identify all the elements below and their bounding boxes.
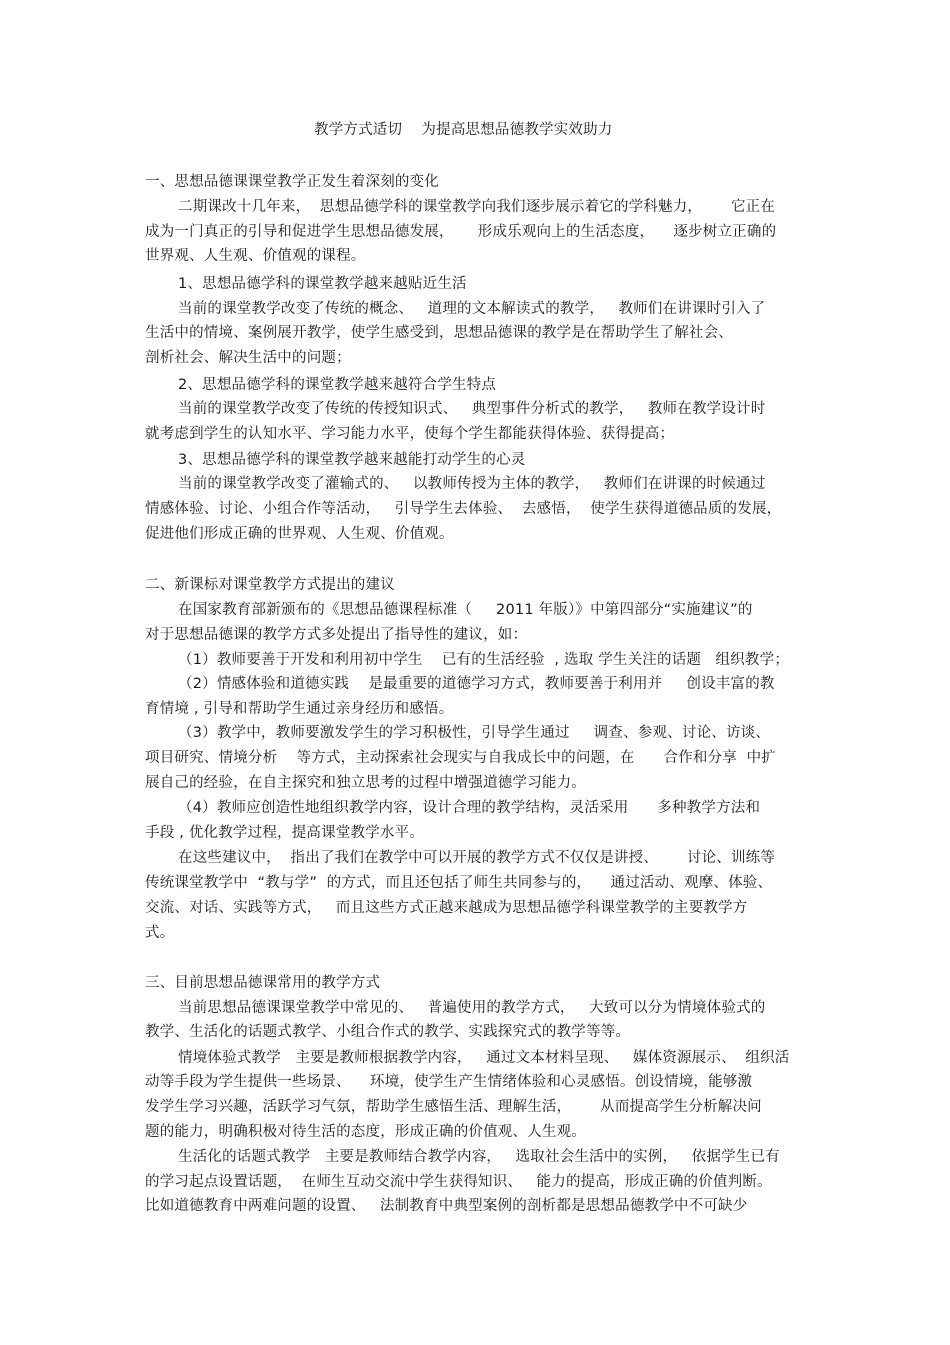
paragraph-line: 在这些建议中， 指出了我们在教学中可以开展的教学方式不仅仅是讲授、 讨论、训练等 (178, 850, 776, 866)
paragraph-line: 项目研究、情境分析 等方式，主动探索社会现实与自我成长中的问题，在 合作和分享 中扩 (145, 750, 777, 766)
paragraph-line: 促进他们形成正确的世界观、人生观、价值观。 (145, 526, 454, 542)
paragraph-line: 当前的课堂教学改变了传统的传授知识式、 典型事件分析式的教学， 教师在教学设计时 (178, 401, 766, 417)
paragraph-line: 题的能力，明确积极对待生活的态度，形成正确的价值观、人生观。 (145, 1124, 586, 1140)
paragraph-line: （3）教学中，教师要激发学生的学习积极性，引导学生通过 调查、参观、讨论、访谈、 (178, 725, 771, 741)
section-heading: 一、思想品德课课堂教学正发生着深刻的变化 (145, 174, 439, 190)
paragraph-line: （2）情感体验和道德实践 是最重要的道德学习方式，教师要善于利用并 创设丰富的教 (178, 676, 775, 692)
paragraph-line: 生活中的情境、案例展开教学，使学生感受到，思想品德课的教学是在帮助学生了解社会、 (145, 325, 733, 341)
paragraph-line: （1）教师要善于开发和利用初中学生 已有的生活经验 , 选取 学生关注的话题 组织教学； (178, 652, 790, 668)
paragraph-line: 比如道德教育中两难问题的设置、 法制教育中典型案例的剖析都是思想品德教学中不可缺少 (145, 1198, 748, 1214)
paragraph-line: 世界观、人生观、价值观的课程。 (145, 248, 366, 264)
paragraph-line: 的学习起点设置话题， 在师生互动交流中学生获得知识、 能力的提高，形成正确的价值判断。 (145, 1174, 772, 1190)
document-title: 教学方式适切 为提高思想品德教学实效助力 (314, 122, 613, 138)
paragraph-line: 成为一门真正的引导和促进学生思想品德发展， 形成乐观向上的生活态度， 逐步树立正确的 (145, 224, 777, 240)
paragraph-line: 手段 , 优化教学过程，提高课堂教学水平。 (145, 825, 425, 841)
paragraph-line: 教学、生活化的话题式教学、小组合作式的教学、实践探究式的教学等等。 (145, 1024, 631, 1040)
paragraph-line: 剖析社会、解决生活中的问题； (145, 350, 351, 366)
paragraph-line: 在国家教育部新颁布的《思想品德课程标准（ 2011 年版）》中第四部分“实施建议”的 (178, 602, 753, 618)
paragraph-line: 就考虑到学生的认知水平、学习能力水平，使每个学生都能获得体验、获得提高； (145, 426, 675, 442)
paragraph-line: 传统课堂教学中 “教与学” 的方式，而且还包括了师生共同参与的， 通过活动、观摩、体验、 (145, 875, 773, 891)
paragraph-line: 交流、对话、实践等方式， 而且这些方式正越来越成为思想品德学科课堂教学的主要教学方 (145, 900, 748, 916)
paragraph-line: 二期课改十几年来， 思想品德学科的课堂教学向我们逐步展示着它的学科魅力， 它正在 (178, 199, 776, 215)
paragraph-line: 生活化的话题式教学 主要是教师结合教学内容， 选取社会生活中的实例， 依据学生已有 (178, 1149, 780, 1165)
paragraph-line: 对于思想品德课的教学方式多处提出了指导性的建议，如： (145, 627, 528, 643)
paragraph-line: 情境体验式教学 主要是教师根据教学内容， 通过文本材料呈现、 媒体资源展示、 组织活 (178, 1050, 790, 1066)
paragraph-line: 育情境 , 引导和帮助学生通过亲身经历和感悟。 (145, 701, 454, 717)
paragraph-line: 展自己的经验，在自主探究和独立思考的过程中增强道德学习能力。 (145, 775, 586, 791)
paragraph-line: （4）教师应创造性地组织教学内容，设计合理的教学结构，灵活采用 多种教学方法和 (178, 800, 761, 816)
paragraph-line: 动等手段为学生提供一些场景、 环境，使学生产生情绪体验和心灵感悟。创设情境，能够激 (145, 1074, 753, 1090)
subsection-heading: 1、思想品德学科的课堂教学越来越贴近生活 (178, 276, 467, 292)
section-heading: 三、目前思想品德课常用的教学方式 (145, 975, 381, 991)
paragraph-line: 情感体验、讨论、小组合作等活动， 引导学生去体验、 去感悟， 使学生获得道德品质的发展， (145, 501, 782, 517)
paragraph-line: 当前思想品德课课堂教学中常见的、 普遍使用的教学方式， 大致可以分为情境体验式的 (178, 1000, 766, 1016)
subsection-heading: 2、思想品德学科的课堂教学越来越符合学生特点 (178, 377, 497, 393)
section-heading: 二、新课标对课堂教学方式提出的建议 (145, 577, 395, 593)
paragraph-line: 当前的课堂教学改变了传统的概念、 道理的文本解读式的教学， 教师们在讲课时引入了 (178, 301, 766, 317)
subsection-heading: 3、思想品德学科的课堂教学越来越能打动学生的心灵 (178, 452, 526, 468)
paragraph-line: 式。 (145, 925, 175, 941)
paragraph-line: 发学生学习兴趣，活跃学习气氛，帮助学生感悟生活、理解生活， 从而提高学生分析解决问 (145, 1099, 762, 1115)
paragraph-line: 当前的课堂教学改变了灌输式的、 以教师传授为主体的教学， 教师们在讲课的时候通过 (178, 476, 766, 492)
